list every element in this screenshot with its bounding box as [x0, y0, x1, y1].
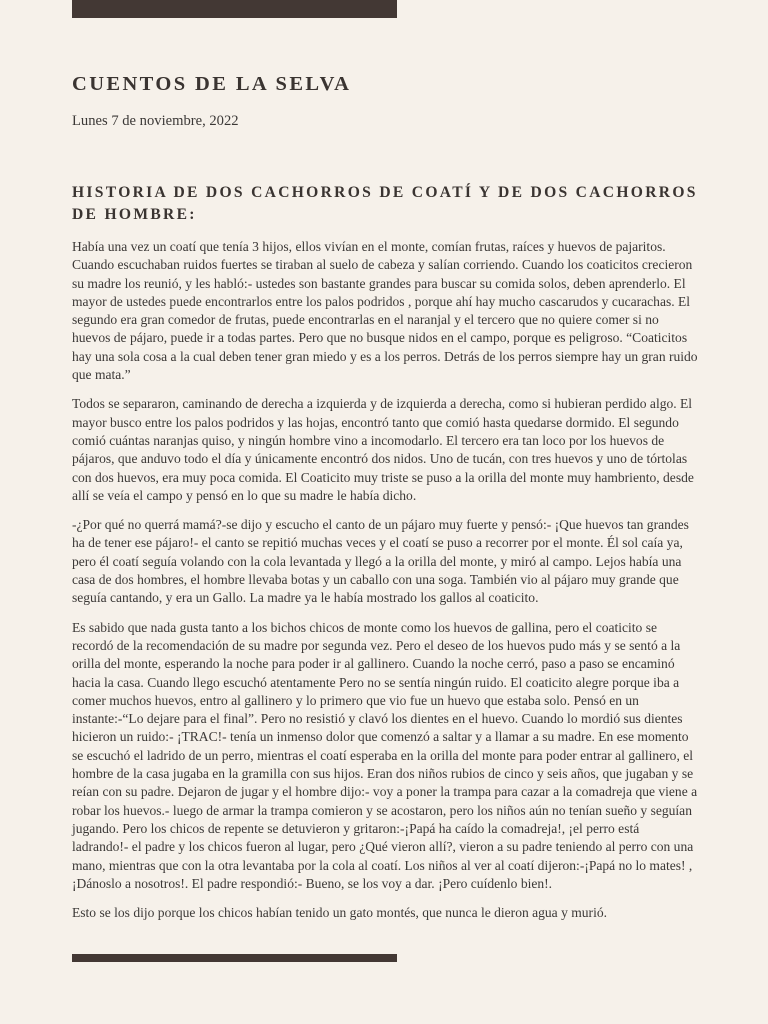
top-decorative-bar: [72, 0, 397, 18]
document-title: CUENTOS DE LA SELVA: [72, 73, 352, 95]
paragraph-4: Es sabido que nada gusta tanto a los bichos chicos de monte como los huevos de gallina, pero el coaticito se recordó de la recomendación de su madre por segunda vez. Pero el deseo de los huevos pudo más y se sentó a la orilla del monte, esperando la noche para poder ir al gallinero. Cuando la noche cerró, paso a paso se encaminó hacia la casa. Cuando llego escuchó atentamente Pero no se sentía ningún ruido. El coaticito alegre porque iba a comer muchos huevos, entro al gallinero y lo primero que vio fue un huevo que estaba solo. Pensó en un instante:-“Lo dejare para el final”. Pero no resistió y clavó los dientes en el huevo. Cuando lo mordió sus dientes hicieron un ruido:- ¡TRAC!- tenía un inmenso dolor que comenzó a saltar y a llamar a su madre. En ese momento se escuchó el ladrido de un perro, mientras el coatí esperaba en la orilla del monte para poder entrar al gallinero, el hombre de la casa jugaba en la gramilla con sus hijos. Eran dos niños rubios de cinco y seis años, que jugaban y se reían con su padre. Dejaron de jugar y el hombre dijo:- voy a poner la trampa para cazar a la comadreja que viene a robar los huevos.- luego de armar la trampa comieron y se acostaron, pero los niños aún no tenían sueño y seguían jugando. Pero los chicos de repente se detuvieron y gritaron:-¡Papá ha caído la comadreja!, ¡el perro está ladrando!- el padre y los chicos fueron al lugar, pero ¿Qué vieron allí?, vieron a su padre teniendo al perro con una mano, mientras que con la otra levantaba por la cola al coatí. Los niños al ver al coatí dijeron:-¡Papá no lo mates! , ¡Dánoslo a nosotros!. El padre respondió:- Bueno, se los voy a dar. ¡Pero cuídenlo bien!.: [72, 619, 698, 891]
story-title: HISTORIA DE DOS CACHORROS DE COATÍ Y DE DOS CACHORROS DE HOMBRE:: [72, 184, 698, 223]
bottom-decorative-bar: [72, 954, 397, 962]
paragraph-5: Esto se los dijo porque los chicos habían tenido un gato montés, que nunca le dieron agua y murió.: [72, 905, 607, 921]
paragraph-3: -¿Por qué no querrá mamá?-se dijo y escucho el canto de un pájaro muy fuerte y pensó:- ¡Que huevos tan grandes ha de tener ese pájaro!- el canto se repitió muchas veces y el coatí se puso a recorrer por el monte. Él sol caía ya, pero él coatí seguía volando con la cola levantada y llegó a la orilla del monte, y miró al campo. Lejos había una casa de dos hombres, el hombre llevaba botas y un caballo con una soga. También vio al pájaro muy grande que seguía cantando, y era un Gallo. La madre ya le había mostrado los gallos al coaticito.: [72, 517, 689, 606]
document-content: [72, 70, 698, 922]
paragraph-2: Todos se separaron, caminando de derecha a izquierda y de izquierda a derecha, como si hubieran perdido algo. El mayor busco entre los palos podridos y las hojas, encontró tanto que comió hasta quedarse dormido. El segundo comió cuántas naranjas quiso, y ningún hombre vino a incomodarlo. El tercero era tan loco por los huevos de pájaros, que anduvo todo el día y únicamente encontró dos nidos. Uno de tucán, con tres huevos y uno de tórtolas con dos huevos, era muy poca comida. El Coaticito muy triste se puso a la orilla del monte muy hambriento, desde allí se veía el campo y pensó en lo que su madre le había dicho.: [72, 396, 694, 503]
document-date: Lunes 7 de noviembre, 2022: [72, 113, 239, 129]
paragraph-1: Había una vez un coatí que tenía 3 hijos, ellos vivían en el monte, comían frutas, raíces y huevos de pajaritos. Cuando escuchaban ruidos fuertes se tiraban al suelo de cabeza y salían corriendo. Cuando los coaticitos crecieron su madre los reunió, y les habló:- ustedes son bastante grandes para buscar su comida solos, deben aprenderlo. El mayor de ustedes puede encontrarlos entre los palos podridos , porque ahí hay mucho cascarudos y cucarachas. El segundo era gran comedor de frutas, puede encontrarlas en el naranjal y el tercero que no quiere comer si no huevos de pájaro, puede ir a todas partes. Pero que no busque nidos en el campo, porque es peligroso. “Coaticitos hay una sola cosa a la cual deben tener gran miedo y es a los perros. Detrás de los perros siempre hay un gran ruido que mata.”: [72, 239, 698, 383]
